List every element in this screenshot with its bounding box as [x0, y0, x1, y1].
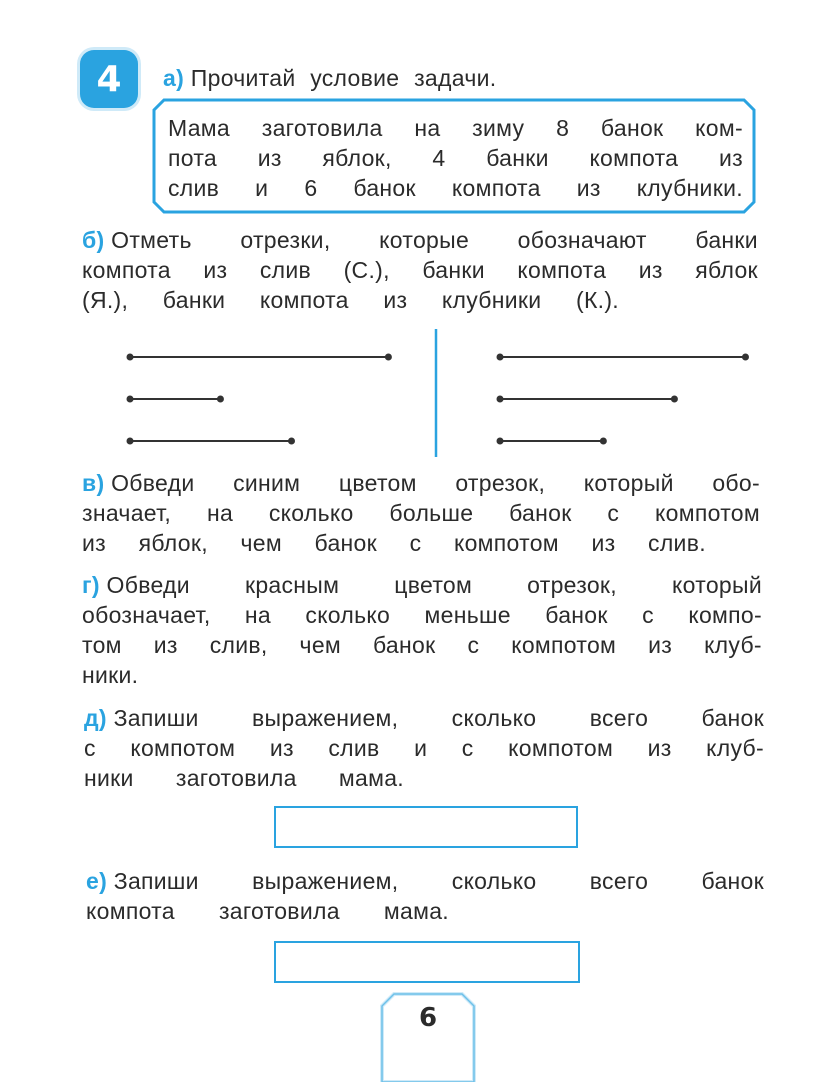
word: чем [240, 530, 282, 556]
word: который [672, 572, 762, 598]
word: из [203, 257, 228, 283]
word: д) Запиши [84, 705, 199, 731]
segment-endpoint [127, 396, 134, 403]
word: с [467, 632, 480, 658]
word: банки [695, 227, 758, 253]
word: (С.), [343, 257, 390, 283]
word: из [257, 145, 282, 171]
word: Мама [168, 115, 231, 141]
word: с [409, 530, 422, 556]
word: зиму [472, 115, 525, 141]
word: слив. [648, 530, 706, 556]
word: (Я.), [82, 287, 129, 313]
task-a [163, 63, 496, 93]
task-g-line-1 [82, 570, 762, 600]
word: с [642, 602, 654, 628]
word: отрезок, [527, 572, 617, 598]
condition-line-2 [168, 143, 743, 173]
word: компота [517, 257, 607, 283]
task-b-line-3 [82, 285, 619, 315]
segment-left-2[interactable] [127, 396, 224, 403]
task-e [86, 866, 764, 926]
word: на [414, 115, 441, 141]
word: е) Запиши [86, 868, 199, 894]
word: банок [600, 115, 664, 141]
word: из [638, 257, 663, 283]
word: значает, [82, 500, 172, 526]
word: чем [299, 632, 342, 658]
word: клубники [441, 287, 542, 313]
word: банок [545, 602, 608, 628]
task-g [82, 570, 762, 690]
condition-line-1 [168, 113, 743, 143]
word: которые [379, 227, 470, 253]
word: обозначает, [82, 602, 211, 628]
word: банки [486, 145, 549, 171]
task-e-line-2 [86, 896, 449, 926]
task-c-line-3 [82, 528, 706, 558]
task-d-line-2 [84, 733, 764, 763]
segment-endpoint [742, 354, 749, 361]
word: банки [422, 257, 485, 283]
segment-left-1[interactable] [127, 354, 392, 361]
word: банок [314, 530, 378, 556]
word: клуб- [706, 735, 764, 761]
word: компотом [511, 632, 617, 658]
word: с [461, 735, 474, 761]
word: слив [259, 257, 312, 283]
segment-endpoint [127, 354, 134, 361]
segment-endpoint [671, 396, 678, 403]
task-b-line-1 [82, 225, 758, 255]
task-c-line-2 [82, 498, 760, 528]
task-a-label: а) [163, 65, 185, 91]
word: цветом [338, 470, 417, 496]
word: из [153, 632, 178, 658]
word: мама. [338, 765, 404, 791]
word: из [648, 632, 673, 658]
task-label: в) [82, 470, 112, 496]
word: яблок, [138, 530, 208, 556]
word: заготовила [175, 765, 297, 791]
task-b [82, 225, 758, 315]
word: из [82, 530, 106, 556]
answer-box-e[interactable] [274, 941, 580, 983]
word: том [82, 632, 122, 658]
word: из [269, 735, 294, 761]
word: на [244, 602, 271, 628]
task-b-line-2 [82, 255, 758, 285]
word: банок [701, 705, 764, 731]
segments-diagram[interactable] [110, 325, 790, 465]
word: компота [589, 145, 679, 171]
task-g-line-4 [82, 660, 762, 690]
word: мама. [383, 898, 449, 924]
word: банок [701, 868, 764, 894]
word: который [583, 470, 674, 496]
task-label: б) [82, 227, 112, 253]
word: сколько [268, 500, 354, 526]
word: компота [451, 175, 541, 201]
task-e-line-1 [86, 866, 764, 896]
segment-endpoint [497, 396, 504, 403]
word: компота [259, 287, 349, 313]
word: обо- [712, 470, 760, 496]
word: красным [244, 572, 340, 598]
task-c [82, 468, 760, 558]
task-a-text: Прочитай условие задачи. [190, 65, 497, 91]
word: на [206, 500, 234, 526]
word: из [647, 735, 672, 761]
word: выражением, [252, 868, 399, 894]
word: выражением, [251, 705, 399, 731]
word: компотом [453, 530, 559, 556]
word: с [607, 500, 620, 526]
word: сколько [451, 705, 537, 731]
task-d-line-3 [84, 763, 404, 793]
task-label: д) [84, 705, 114, 731]
task-d [84, 703, 764, 793]
word: 6 [304, 175, 318, 201]
word: отрезки, [240, 227, 331, 253]
segment-endpoint [127, 438, 134, 445]
word: б) Отметь [82, 227, 192, 253]
word: слив, [209, 632, 268, 658]
word: в) Обведи [82, 470, 195, 496]
segment-left-3[interactable] [127, 438, 296, 445]
word: из [576, 175, 601, 201]
word: компота [86, 898, 175, 924]
word: обозначают [517, 227, 647, 253]
condition-text [168, 113, 743, 203]
word: банок [509, 500, 572, 526]
word: слив [168, 175, 220, 201]
word: компотом [655, 500, 760, 526]
word: компо- [688, 602, 762, 628]
word: ком- [695, 115, 743, 141]
word: г) Обведи [82, 572, 190, 598]
segment-right-3[interactable] [497, 438, 607, 445]
segment-endpoint [385, 354, 392, 361]
word: 4 [432, 145, 446, 171]
word: компотом [130, 735, 236, 761]
segment-endpoint [497, 438, 504, 445]
segment-endpoint [217, 396, 224, 403]
word: (К.). [575, 287, 619, 313]
task-c-line-1 [82, 468, 760, 498]
segment-group[interactable] [127, 354, 749, 445]
word: компота [82, 257, 171, 283]
word: меньше [424, 602, 511, 628]
word: пота [168, 145, 218, 171]
word: из [591, 530, 616, 556]
word: и [255, 175, 269, 201]
segment-endpoint [600, 438, 607, 445]
word: заготовила [261, 115, 383, 141]
word: сколько [305, 602, 391, 628]
word: 8 [556, 115, 570, 141]
condition-line-3 [168, 173, 743, 203]
word: ники [84, 765, 134, 791]
word: с [84, 735, 96, 761]
word: банок [353, 175, 416, 201]
answer-box-d[interactable] [274, 806, 578, 848]
word: всего [589, 705, 649, 731]
segment-right-1[interactable] [497, 354, 749, 361]
task-g-line-3 [82, 630, 762, 660]
word: банки [162, 287, 226, 313]
word: банок [372, 632, 436, 658]
page-number: 6 [418, 1003, 438, 1033]
task-g-line-2 [82, 600, 762, 630]
task-label: г) [82, 572, 107, 598]
segment-endpoint [288, 438, 295, 445]
word: яблок, [322, 145, 392, 171]
word: отрезок, [455, 470, 546, 496]
word: сколько [451, 868, 537, 894]
word: синим [233, 470, 301, 496]
task-label: е) [86, 868, 114, 894]
word: компотом [508, 735, 614, 761]
word: из [718, 145, 743, 171]
task-number-badge: 4 [80, 50, 138, 108]
word: ники. [82, 662, 139, 688]
word: и [414, 735, 428, 761]
word: больше [389, 500, 474, 526]
task-d-line-1 [84, 703, 764, 733]
word: слив [328, 735, 380, 761]
word: всего [589, 868, 649, 894]
word: клубники. [636, 175, 743, 201]
word: цветом [394, 572, 473, 598]
word: клуб- [704, 632, 762, 658]
word: заготовила [218, 898, 340, 924]
segment-endpoint [497, 354, 504, 361]
segment-right-2[interactable] [497, 396, 678, 403]
word: из [383, 287, 408, 313]
word: яблок [695, 257, 758, 283]
